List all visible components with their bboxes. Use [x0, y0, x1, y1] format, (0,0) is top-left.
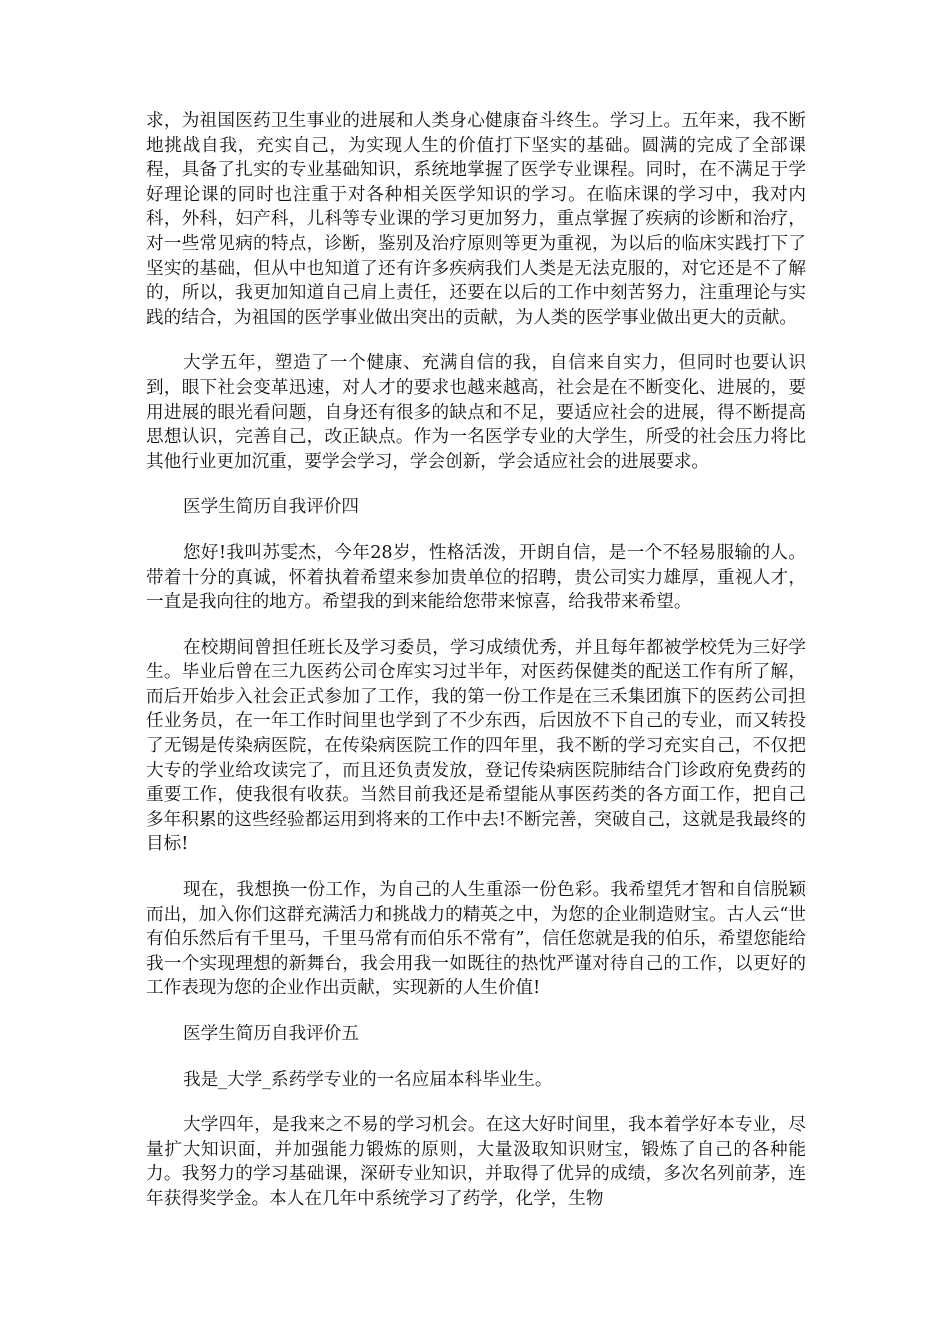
body-paragraph: 大学四年，是我来之不易的学习机会。在这大好时间里，我本着学好本专业，尽量扩大知识面，并加强能力锻炼的原则，大量汲取知识财宝，锻炼了自己的各种能力。我努力的学习基础课，深研专业知识，并取得了优异的成绩，多次名列前茅，连年获得奖学金。本人在几年中系统学习了药学，化学，生物 — [146, 1115, 806, 1209]
document-body — [146, 109, 806, 1233]
body-paragraph: 我是_大学_系药学专业的一名应届本科毕业生。 — [183, 1069, 553, 1090]
body-paragraph: 您好!我叫苏雯杰，今年28岁，性格活泼，开朗自信，是一个不轻易服输的人。带着十分的真诚，怀着执着希望来参加贵单位的招聘，贵公司实力雄厚，重视人才，一直是我向往的地方。希望我的到来能给您带来惊喜，给我带来希望。 — [146, 542, 806, 613]
body-paragraph: 大学五年，塑造了一个健康、充满自信的我，自信来自实力，但同时也要认识到，眼下社会变革迅速，对人才的要求也越来越高，社会是在不断变化、进展的，要用进展的眼光看问题，自身还有很多的缺点和不足，要适应社会的进展，得不断提高思想认识，完善自己，改正缺点。作为一名医学专业的大学生，所受的社会压力将比其他行业更加沉重，要学会学习，学会创新，学会适应社会的进展要求。 — [146, 353, 806, 472]
section-heading: 医学生简历自我评价四 — [183, 497, 359, 518]
section-heading: 医学生简历自我评价五 — [183, 1024, 359, 1044]
body-paragraph: 现在，我想换一份工作，为自己的人生重添一份色彩。我希望凭才智和自信脱颖而出，加入你们这群充满活力和挑战力的精英之中，为您的企业制造财宝。古人云“世有伯乐然后有千里马，千里马常有而伯乐不常有”，信任您就是我的伯乐，希望您能给我一个实现理想的新舞台，我会用我一如既往的热忱严谨对待自己的工作，以更好的工作表现为您的企业作出贡献，实现新的人生价值! — [146, 880, 806, 999]
body-paragraph: 在校期间曾担任班长及学习委员，学习成绩优秀，并且每年都被学校凭为三好学生。毕业后曾在三九医药公司仓库实习过半年，对医药保健类的配送工作有所了解，而后开始步入社会正式参加了工作，我的第一份工作是在三禾集团旗下的医药公司担任业务员，在一年工作时间里也学到了不少东西，后因放不下自己的专业，而又转投了无锡是传染病医院，在传染病医院工作的四年里，我不断的学习充实自己，不仅把大专的学业给攻读完了，而且还负责发放，登记传染病医院肺结合门诊政府免费药的重要工作，使我很有收获。当然目前我还是希望能从事医药类的各方面工作，把自己多年积累的这些经验都运用到将来的工作中去!不断完善，突破自己，这就是我最终的目标! — [146, 637, 806, 855]
body-paragraph: 求，为祖国医药卫生事业的进展和人类身心健康奋斗终生。学习上。五年来，我不断地挑战自我，充实自己，为实现人生的价值打下坚实的基础。圆满的完成了全部课程，具备了扎实的专业基础知识，系统地掌握了医学专业课程。同时，在不满足于学好理论课的同时也注重于对各种相关医学知识的学习。在临床课的学习中，我对内科，外科，妇产科，儿科等专业课的学习更加努力，重点掌握了疾病的诊断和治疗，对一些常见病的特点，诊断，鉴别及治疗原则等更为重视，为以后的临床实践打下了坚实的基础，但从中也知道了还有许多疾病我们人类是无法克服的，对它还是不了解的，所以，我更加知道自己肩上责任，还要在以后的工作中刻苦努力，注重理论与实践的结合，为祖国的医学事业做出突出的贡献，为人类的医学事业做出更大的贡献。 — [146, 111, 806, 328]
